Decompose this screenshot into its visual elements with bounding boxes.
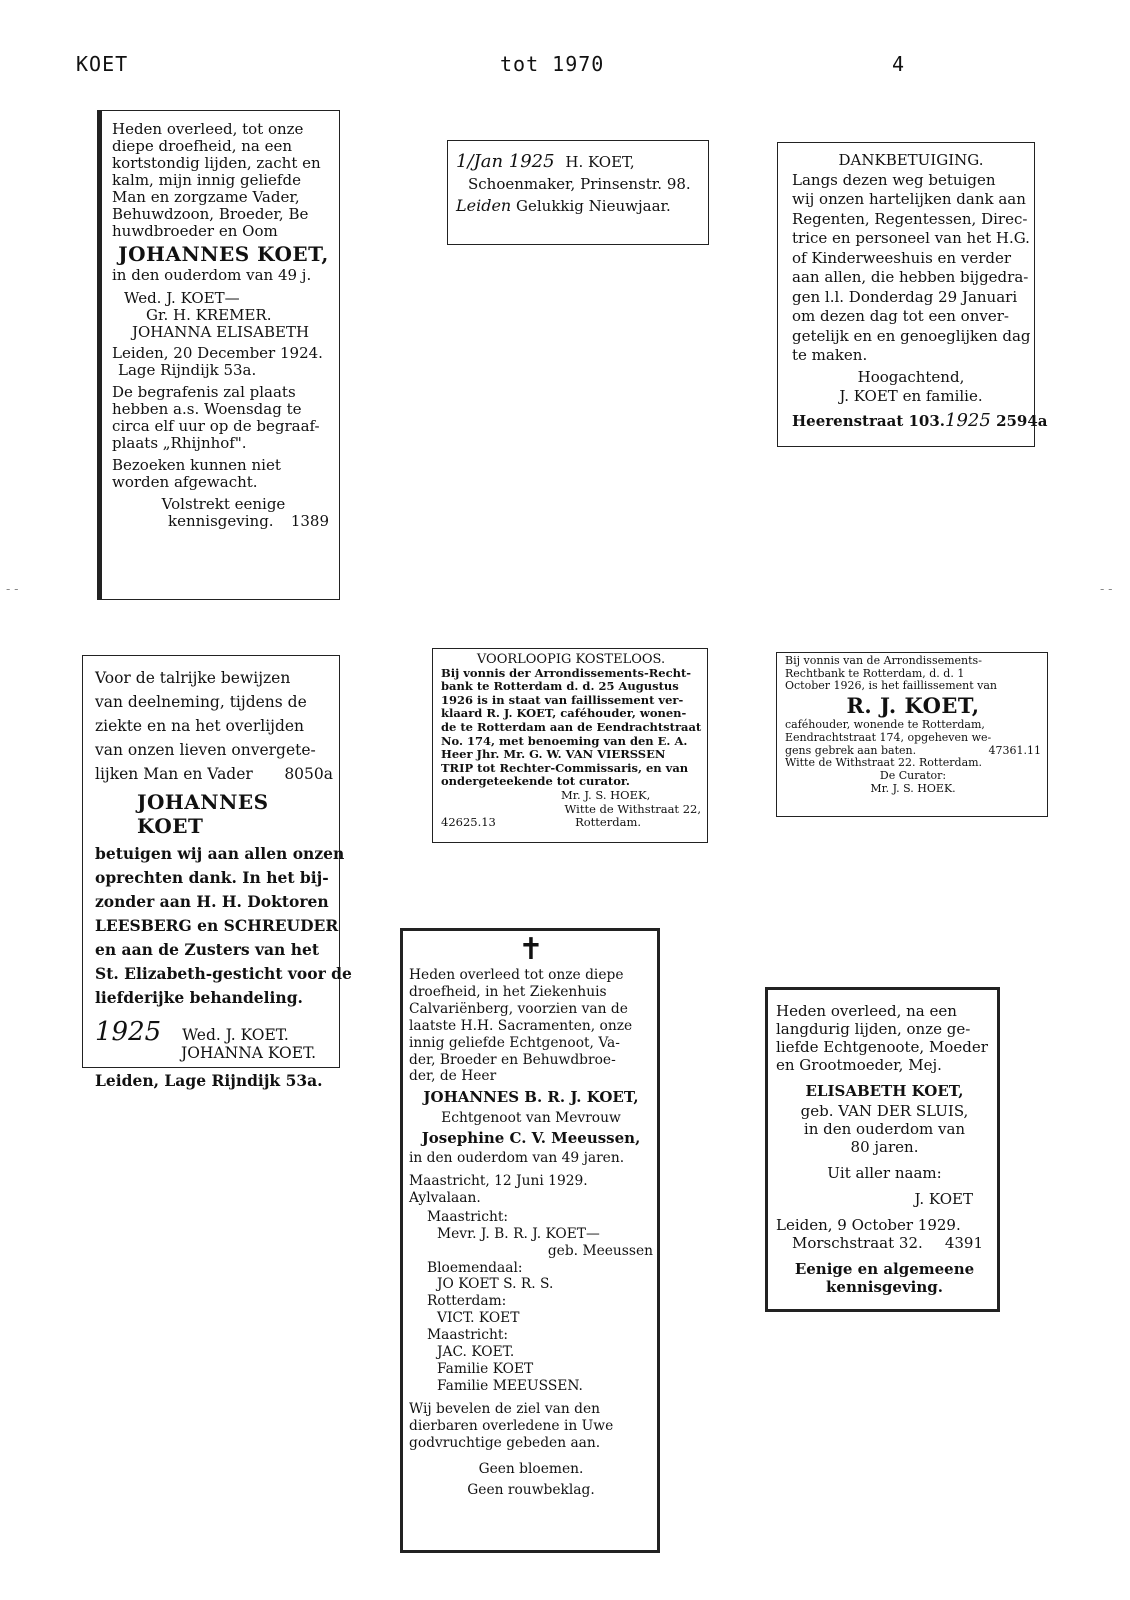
greeter-occupation: Schoenmaker, Prinsenstr. 98. — [468, 175, 691, 193]
notice-label: Eenige en algemeene — [794, 1260, 975, 1278]
handwritten-date: 1/Jan 1925 — [456, 151, 555, 172]
text-line: huwdbroeder en Oom — [112, 222, 278, 240]
signatory: Wed. J. KOET— — [124, 289, 240, 307]
place-date: Leiden, 20 December 1924. — [112, 344, 323, 362]
text-line: Bij vonnis van de Arrondissements- — [785, 654, 982, 667]
text-line: St. Elizabeth-gesticht voor de — [95, 964, 352, 983]
notice-text — [785, 655, 1041, 693]
header-period: tot 1970 — [500, 52, 605, 76]
funeral-text — [112, 384, 335, 452]
text-line: de te Rotterdam aan de Eendrachtstraat — [441, 719, 702, 734]
family-member: Mevr. J. B. R. J. KOET— — [437, 1225, 600, 1242]
curator-address: Witte de Withstraat 22. Rotterdam. — [785, 756, 983, 770]
handwritten-year: 1925 — [95, 1017, 162, 1047]
address: Leiden, Lage Rijndijk 53a. — [95, 1071, 323, 1090]
signatory: J. KOET — [914, 1190, 973, 1208]
notice-label: kennisgeving. — [168, 512, 274, 530]
text-line: liefde Echtgenoote, Moeder — [776, 1038, 988, 1056]
header-family-name: KOET — [76, 52, 129, 76]
family-member: JO KOET S. R. S. — [437, 1276, 554, 1293]
signatory: Wed. J. KOET. — [182, 1026, 289, 1044]
curator-label: De Curator: — [879, 768, 947, 782]
handwritten-year: 1925 — [945, 409, 991, 431]
family-city: Rotterdam: — [427, 1293, 507, 1310]
text-line: LEESBERG en SCHREUDER — [95, 916, 339, 935]
text-line: Heer Jhr. Mr. G. W. VAN VIERSSEN — [441, 747, 666, 762]
text-line: Calvariënberg, voorzien van de — [409, 1000, 628, 1017]
spouse-label: Echtgenoot van Mevrouw — [441, 1110, 621, 1127]
deceased-age: in den ouderdom van — [803, 1120, 966, 1138]
text-line: hebben a.s. Woensdag te — [112, 400, 302, 418]
maiden-name: geb. VAN DER SLUIS, — [800, 1102, 969, 1120]
debtor-name: R. J. KOET, — [846, 693, 980, 719]
text-line: Heden overleed, tot onze — [112, 120, 304, 138]
text-line: getelijk en en genoeglijken dag — [792, 326, 1031, 345]
signatory: Gr. H. KREMER. — [146, 306, 272, 324]
text-line: aan allen, die hebben bijgedra- — [792, 268, 1029, 286]
notice-text — [95, 666, 335, 786]
text-line: Bij vonnis der Arrondissements-Recht- — [441, 665, 692, 680]
notice-text — [95, 842, 352, 1010]
notice-number: 42625.13 — [441, 815, 496, 830]
greeting: Gelukkig Nieuwjaar. — [516, 197, 671, 215]
text-line: kalm, mijn innig geliefde — [112, 171, 301, 189]
text-line: lijken Man en Vader — [95, 765, 253, 783]
on-behalf: Uit aller naam: — [827, 1164, 942, 1182]
text-line: ondergeteekende tot curator. — [441, 774, 630, 789]
notice-number: 47361.11 — [988, 743, 1041, 757]
text-line: bank te Rotterdam d. d. 25 Augustus — [441, 679, 679, 694]
family-member: VICT. KOET — [437, 1310, 520, 1327]
signatory: JOHANNA ELISABETH — [132, 323, 310, 341]
family-member: geb. Meeussen — [547, 1242, 653, 1259]
scan-margin-mark: - - — [6, 582, 19, 596]
curator-name: Mr. J. S. HOEK. — [870, 781, 956, 795]
text-line: ziekte en na het overlijden — [95, 717, 305, 735]
text-line: Wij bevelen de ziel van den — [409, 1400, 601, 1417]
text-line: godvruchtige gebeden aan. — [409, 1434, 601, 1451]
place-date: Leiden, 9 October 1929. — [776, 1216, 961, 1234]
greeter-name: H. KOET, — [565, 153, 635, 171]
death-notice-1924 — [97, 110, 340, 600]
text-line: Bezoeken kunnen niet — [112, 456, 281, 474]
signatory: JOHANNA KOET. — [181, 1044, 317, 1062]
text-line: No. 174, met benoeming van den E. A. — [441, 733, 688, 748]
text-line: droefheid, in het Ziekenhuis — [409, 983, 607, 1000]
text-line: Rechtbank te Rotterdam, d. d. 1 — [785, 666, 965, 680]
text-line: klaard R. J. KOET, caféhouder, wonen- — [441, 706, 687, 721]
family-city: Maastricht: — [427, 1327, 509, 1344]
notice-text — [785, 719, 1041, 744]
family-member: JAC. KOET. — [437, 1344, 515, 1361]
text-line: om dezen dag tot een onver- — [792, 307, 1009, 325]
text-line: October 1926, is het faillissement van — [785, 679, 997, 693]
header-page-number: 4 — [892, 52, 906, 76]
curator-name: Mr. J. S. HOEK, — [561, 787, 651, 802]
text-line: en aan de Zusters van het — [95, 940, 320, 959]
text-line: dierbaren overledene in Uwe — [409, 1417, 614, 1434]
text-line: of Kinderweeshuis en verder — [792, 248, 1012, 267]
text-line: zonder aan H. H. Doktoren — [95, 892, 329, 911]
text-line: plaats „Rhijnhof". — [112, 434, 247, 452]
closing: Hoogachtend, — [857, 367, 965, 386]
text-line: Man en zorgzame Vader, — [112, 188, 300, 206]
address: Lage Rijndijk 53a. — [118, 361, 257, 379]
notice-only: Volstrekt eenige — [161, 495, 286, 513]
place-date: Maastricht, 12 Juni 1929. — [409, 1172, 588, 1189]
notice-text — [441, 667, 701, 789]
text-line: Regenten, Regentessen, Direc- — [792, 209, 1028, 228]
curator-city: Rotterdam. — [575, 815, 641, 830]
bankruptcy-notice-1926 — [432, 648, 708, 843]
text-line: Heden overleed, na een — [776, 1002, 957, 1020]
notice-text — [792, 171, 1030, 366]
deceased-name: ELISABETH KOET, — [805, 1082, 964, 1100]
notice-text: gens gebrek aan baten. — [785, 743, 917, 757]
text-line: caféhouder, wonende te Rotterdam, — [785, 718, 985, 732]
notice-title: VOORLOOPIG KOSTELOOS. — [476, 652, 666, 667]
deceased-age: 80 jaren. — [850, 1138, 919, 1156]
text-line — [95, 762, 335, 786]
text-line: trice en personeel van het H.G. — [792, 229, 1030, 247]
deceased-name: JOHANNES KOET — [137, 790, 269, 838]
deceased-name: JOHANNES B. R. J. KOET, — [423, 1088, 639, 1107]
text-line: TRIP tot Rechter-Commissaris, en van — [441, 760, 689, 775]
cross-icon: ✝ — [518, 932, 544, 967]
deceased-age: in den ouderdom van 49 jaren. — [409, 1150, 625, 1167]
text-line: Langs dezen weg betuigen — [792, 170, 996, 189]
handwritten-place: Leiden — [456, 196, 512, 215]
notice-title: DANKBETUIGING. — [838, 151, 984, 169]
notice-text — [776, 1002, 993, 1074]
notice-text — [409, 967, 653, 1085]
address: Heerenstraat 103. — [792, 411, 946, 430]
notice-text — [112, 121, 335, 240]
text-line: innig geliefde Echtgenoot, Va- — [409, 1034, 620, 1051]
notice-number: 2594a — [996, 411, 1048, 430]
death-notice-1929-maastricht — [400, 928, 660, 1553]
sympathy-thanks-notice — [82, 655, 352, 1090]
text-line: Voor de talrijke bewijzen — [95, 669, 291, 687]
death-notice-1929-leiden — [765, 987, 1000, 1312]
text-line: wij onzen hartelijken dank aan — [792, 190, 1026, 208]
text-line: kortstondig lijden, zacht en — [112, 154, 321, 172]
deceased-age: in den ouderdom van 49 j. — [112, 266, 312, 284]
curator-street: Witte de Withstraat 22, — [564, 801, 701, 816]
scan-margin-mark: - - — [1100, 582, 1113, 596]
spouse-name: Josephine C. V. Meeussen, — [421, 1129, 641, 1148]
notice-number: 4391 — [944, 1234, 983, 1252]
bankruptcy-lifted-notice — [776, 652, 1048, 817]
text-line: diepe droefheid, na een — [112, 137, 293, 155]
address: Aylvalaan. — [409, 1189, 481, 1206]
thanks-notice-1925 — [777, 142, 1048, 447]
notice-label: kennisgeving. — [826, 1278, 943, 1296]
text-line: oprechten dank. In het bij- — [95, 868, 329, 887]
visit-text — [112, 457, 335, 491]
family-city: Bloemendaal: — [427, 1259, 523, 1276]
text-line: 1926 is in staat van faillissement ver- — [441, 692, 684, 707]
closing-text — [409, 1401, 653, 1452]
family-member: Familie MEEUSSEN. — [437, 1377, 583, 1394]
text-line: der, Broeder en Behuwdbroe- — [409, 1051, 616, 1068]
text-line: Behuwdzoon, Broeder, Be — [112, 205, 309, 223]
notice-number: 8050a — [284, 765, 333, 783]
text-line: circa elf uur op de begraaf- — [112, 417, 320, 435]
deceased-name: JOHANNES KOET, — [118, 242, 329, 266]
notice-number: 1389 — [290, 512, 329, 530]
text-line: te maken. — [792, 346, 868, 364]
text-line: De begrafenis zal plaats — [112, 383, 296, 401]
no-flowers: Geen bloemen. — [478, 1461, 584, 1478]
text-line: betuigen wij aan allen onzen — [95, 844, 345, 863]
text-line: en Grootmoeder, Mej. — [776, 1056, 942, 1074]
new-year-greeting-1925 — [447, 140, 709, 245]
text-line: van deelneming, tijdens de — [95, 693, 307, 711]
text-line: der, de Heer — [409, 1068, 497, 1085]
text-line: laatste H.H. Sacramenten, onze — [409, 1017, 633, 1034]
family-member: Familie KOET — [437, 1360, 534, 1377]
text-line: van onzen lieven onvergete- — [95, 741, 316, 759]
family-list — [409, 1209, 653, 1395]
text-line: liefderijke behandeling. — [95, 988, 303, 1007]
text-line: langdurig lijden, onze ge- — [776, 1020, 971, 1038]
text-line: gen l.l. Donderdag 29 Januari — [792, 287, 1018, 306]
text-line: Heden overleed tot onze diepe — [409, 967, 624, 983]
no-mourning: Geen rouwbeklag. — [467, 1482, 595, 1499]
address: Morschstraat 32. — [792, 1234, 923, 1252]
family-city: Maastricht: — [427, 1208, 509, 1225]
text-line: Eendrachtstraat 174, opgeheven we- — [785, 730, 992, 744]
signatory: J. KOET en familie. — [839, 387, 983, 405]
text-line: worden afgewacht. — [112, 473, 258, 491]
